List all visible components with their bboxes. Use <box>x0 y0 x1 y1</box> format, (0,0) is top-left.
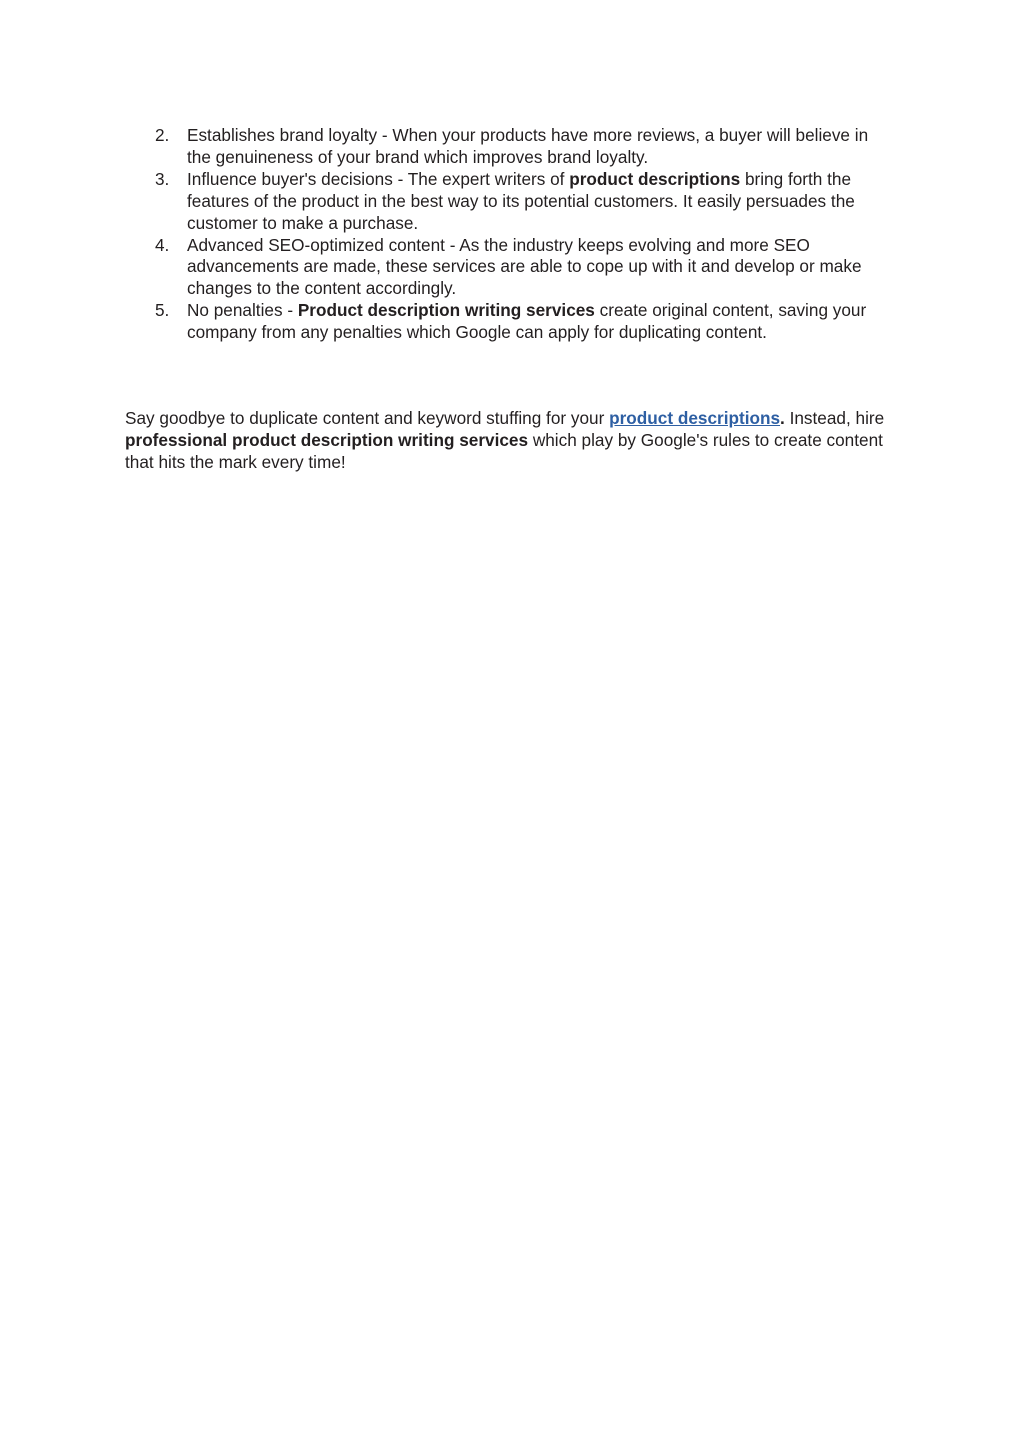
list-item <box>155 169 895 235</box>
closing-intro-text: Say goodbye to duplicate content and keyword stuffing for your <box>125 408 610 428</box>
list-item-text: No penalties - <box>187 300 298 321</box>
list-item <box>155 300 895 344</box>
closing-bold-text: professional product description writing services <box>125 429 529 450</box>
closing-middle-text: Instead, hire <box>784 408 885 428</box>
list-item <box>155 125 895 169</box>
closing-period: . <box>780 408 785 428</box>
list-item-text: Advanced SEO-optimized content - As the industry keeps evolving and more SEO advancements are made, these services are able to cope up with it and develop or make changes to the content accordingly. <box>187 234 862 299</box>
list-item-text: Influence buyer's decisions - The expert writers of <box>187 168 570 189</box>
list-item-number: 3. <box>155 168 170 189</box>
list-item-text: bring forth the features of the product in the best way to its potential customers. It easily persuades the customer to make a purchase. <box>187 168 855 233</box>
list-item-number: 4. <box>155 234 170 255</box>
benefits-list <box>155 125 895 344</box>
closing-outro-text: which play by Google's rules to create content that hits the mark every time! <box>125 429 883 472</box>
list-item-bold-text: product descriptions <box>569 168 741 189</box>
list-item-text: create original content, saving your company from any penalties which Google can apply for duplicating content. <box>187 300 867 343</box>
closing-paragraph <box>125 408 895 474</box>
list-item-bold-text: Product description writing services <box>297 300 595 321</box>
list-item <box>155 235 895 301</box>
list-item-number: 5. <box>155 300 170 321</box>
product-descriptions-link[interactable]: product descriptions <box>609 408 781 428</box>
list-item-text: Establishes brand loyalty - When your products have more reviews, a buyer will believe in the genuineness of your brand which improves brand loyalty. <box>187 125 869 167</box>
list-item-number: 2. <box>155 125 170 145</box>
